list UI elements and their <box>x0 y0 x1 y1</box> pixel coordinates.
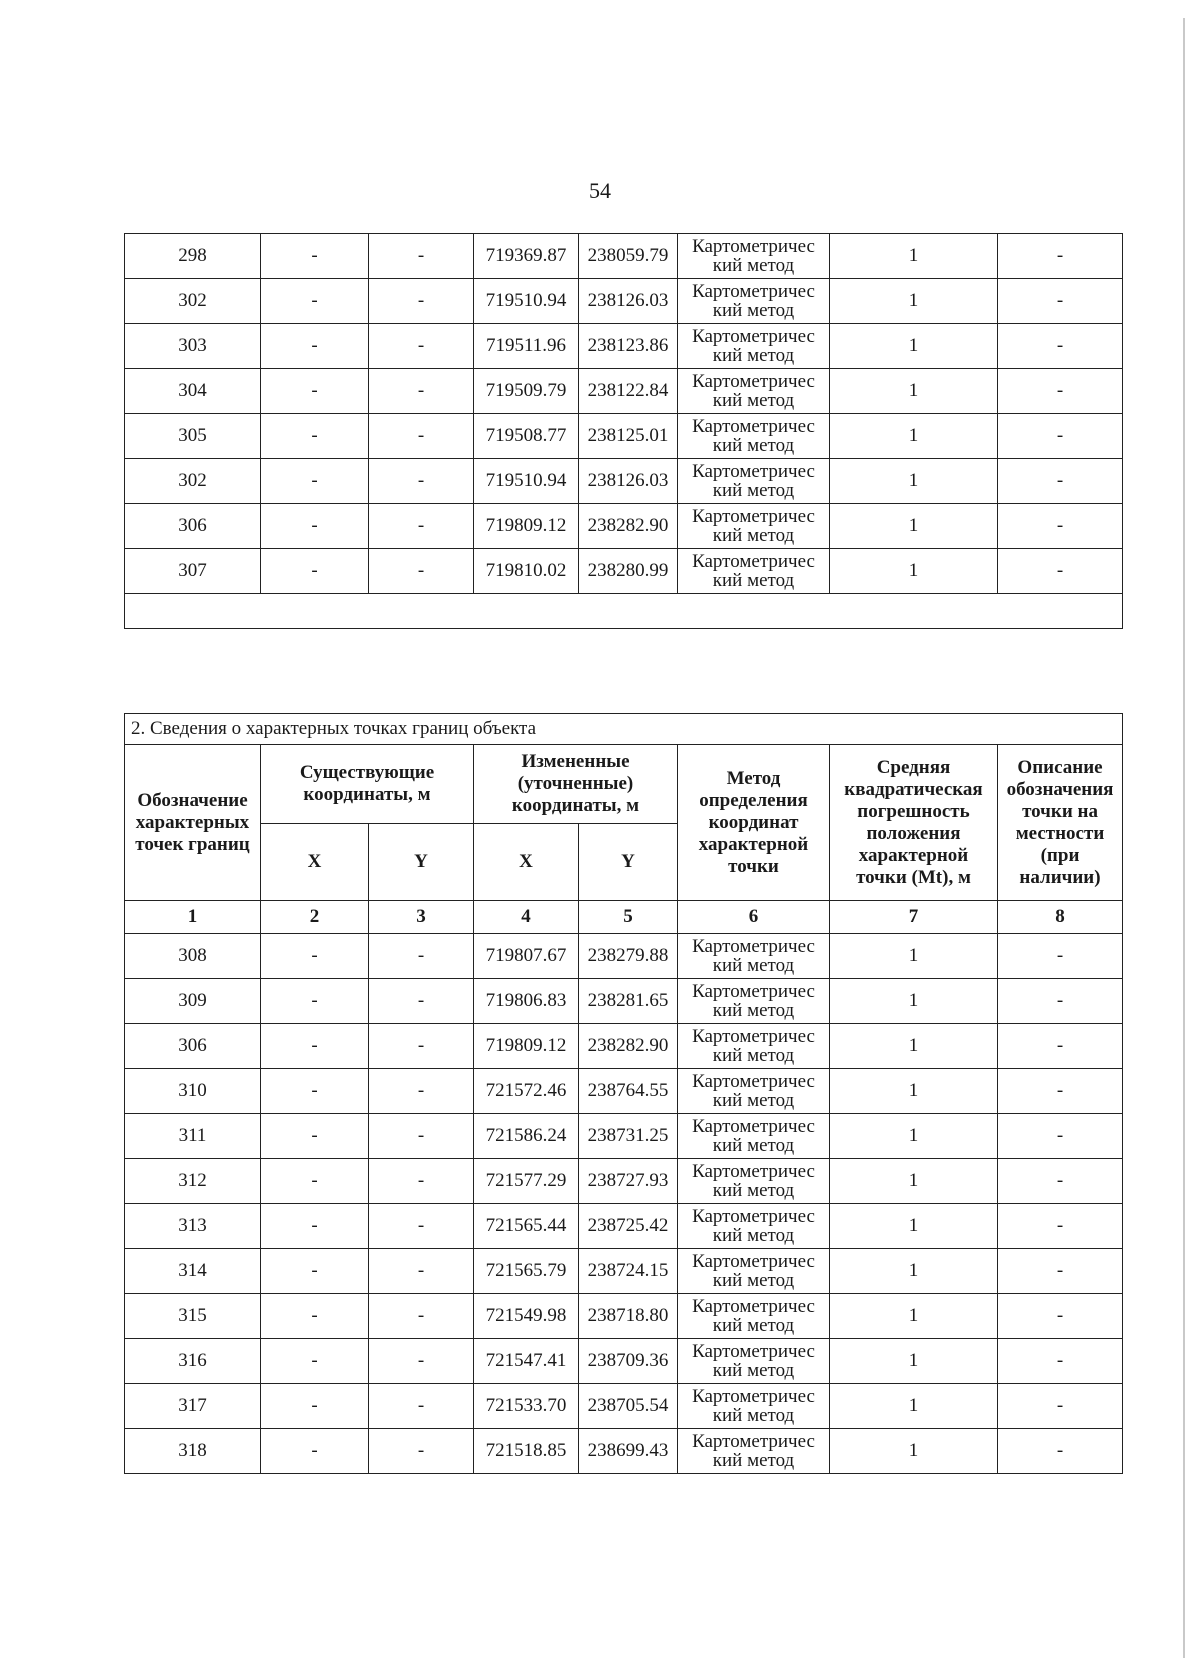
existing-x-cell: - <box>261 369 369 414</box>
description-cell: - <box>998 1339 1123 1384</box>
existing-x-cell: - <box>261 414 369 459</box>
method-line: Картометричес <box>692 551 815 572</box>
method-line: Картометричес <box>692 1251 815 1272</box>
method-line: кий метод <box>712 1270 795 1291</box>
method-cell <box>678 1249 830 1294</box>
y-cell: 238279.88 <box>579 934 678 979</box>
existing-x-cell: - <box>261 1069 369 1114</box>
existing-x-cell: - <box>261 1429 369 1474</box>
existing-y-cell: - <box>369 459 474 504</box>
existing-x-cell: - <box>261 1384 369 1429</box>
y-cell: 238126.03 <box>579 279 678 324</box>
description-cell: - <box>998 414 1123 459</box>
existing-y-cell: - <box>369 369 474 414</box>
method-line: Картометричес <box>692 1386 815 1407</box>
page-edge-shadow <box>1183 18 1185 1658</box>
existing-y-cell: - <box>369 1384 474 1429</box>
mt-cell: 1 <box>830 459 998 504</box>
description-cell: - <box>998 1249 1123 1294</box>
point-cell: 303 <box>125 324 261 369</box>
column-number: 8 <box>998 901 1123 934</box>
description-cell: - <box>998 979 1123 1024</box>
boundary-points-table <box>124 713 1123 1474</box>
method-cell <box>678 234 830 279</box>
existing-y-cell: - <box>369 1159 474 1204</box>
x-cell: 721572.46 <box>474 1069 579 1114</box>
point-cell: 307 <box>125 549 261 594</box>
mt-cell: 1 <box>830 1069 998 1114</box>
point-cell: 318 <box>125 1429 261 1474</box>
mt-cell: 1 <box>830 549 998 594</box>
column-number-row <box>125 901 1123 934</box>
description-cell: - <box>998 504 1123 549</box>
y-cell: 238125.01 <box>579 414 678 459</box>
mt-cell: 1 <box>830 979 998 1024</box>
y-cell: 238718.80 <box>579 1294 678 1339</box>
method-line: Картометричес <box>692 1341 815 1362</box>
method-cell <box>678 1339 830 1384</box>
existing-x-cell: - <box>261 1294 369 1339</box>
blank-row <box>125 594 1123 629</box>
existing-y-cell: - <box>369 1114 474 1159</box>
description-cell: - <box>998 279 1123 324</box>
point-cell: 310 <box>125 1069 261 1114</box>
table-row <box>125 279 1123 324</box>
table-row <box>125 324 1123 369</box>
existing-x-cell: - <box>261 934 369 979</box>
page-number: 54 <box>589 178 611 203</box>
header-method: Метод определения координат характерной точки <box>678 745 830 901</box>
description-cell: - <box>998 234 1123 279</box>
x-cell: 719807.67 <box>474 934 579 979</box>
existing-y-cell: - <box>369 1024 474 1069</box>
method-line: Картометричес <box>692 1071 815 1092</box>
y-cell: 238731.25 <box>579 1114 678 1159</box>
y-cell: 238699.43 <box>579 1429 678 1474</box>
description-cell: - <box>998 1159 1123 1204</box>
header-existing-y: Y <box>369 824 474 901</box>
table-row <box>125 1204 1123 1249</box>
method-line: кий метод <box>712 345 795 366</box>
table-row <box>125 234 1123 279</box>
point-cell: 314 <box>125 1249 261 1294</box>
existing-y-cell: - <box>369 1204 474 1249</box>
method-cell <box>678 979 830 1024</box>
x-cell: 719810.02 <box>474 549 579 594</box>
description-cell: - <box>998 459 1123 504</box>
method-line: кий метод <box>712 1180 795 1201</box>
column-number: 2 <box>261 901 369 934</box>
description-cell: - <box>998 1294 1123 1339</box>
table-row <box>125 934 1123 979</box>
description-cell: - <box>998 934 1123 979</box>
table-row <box>125 459 1123 504</box>
existing-x-cell: - <box>261 1249 369 1294</box>
existing-x-cell: - <box>261 1159 369 1204</box>
existing-x-cell: - <box>261 1339 369 1384</box>
description-cell: - <box>998 1114 1123 1159</box>
method-cell <box>678 324 830 369</box>
existing-y-cell: - <box>369 1249 474 1294</box>
table-row <box>125 1294 1123 1339</box>
mt-cell: 1 <box>830 504 998 549</box>
method-line: Картометричес <box>692 461 815 482</box>
method-line: Картометричес <box>692 936 815 957</box>
mt-cell: 1 <box>830 369 998 414</box>
existing-x-cell: - <box>261 1024 369 1069</box>
method-line: Картометричес <box>692 371 815 392</box>
method-line: Картометричес <box>692 981 815 1002</box>
mt-cell: 1 <box>830 1249 998 1294</box>
y-cell: 238282.90 <box>579 504 678 549</box>
x-cell: 721586.24 <box>474 1114 579 1159</box>
existing-x-cell: - <box>261 979 369 1024</box>
description-cell: - <box>998 369 1123 414</box>
header-row-1 <box>125 745 1123 824</box>
point-cell: 313 <box>125 1204 261 1249</box>
existing-y-cell: - <box>369 979 474 1024</box>
section-title: 2. Сведения о характерных точках границ объекта <box>125 714 1123 745</box>
mt-cell: 1 <box>830 1294 998 1339</box>
existing-y-cell: - <box>369 234 474 279</box>
x-cell: 719809.12 <box>474 504 579 549</box>
method-line: Картометричес <box>692 506 815 527</box>
method-line: кий метод <box>712 435 795 456</box>
method-cell <box>678 414 830 459</box>
header-error: Средняя квадратическая погрешность положения характерной точки (Mt), м <box>830 745 998 901</box>
existing-x-cell: - <box>261 504 369 549</box>
table-row <box>125 1429 1123 1474</box>
mt-cell: 1 <box>830 1429 998 1474</box>
column-number: 4 <box>474 901 579 934</box>
method-cell <box>678 1024 830 1069</box>
x-cell: 719369.87 <box>474 234 579 279</box>
x-cell: 719809.12 <box>474 1024 579 1069</box>
method-line: Картометричес <box>692 1296 815 1317</box>
y-cell: 238282.90 <box>579 1024 678 1069</box>
header-existing-coords: Существующие координаты, м <box>261 745 474 824</box>
header-description: Описание обозначения точки на местности (при наличии) <box>998 745 1123 901</box>
existing-y-cell: - <box>369 324 474 369</box>
table-row <box>125 1384 1123 1429</box>
existing-x-cell: - <box>261 549 369 594</box>
y-cell: 238122.84 <box>579 369 678 414</box>
header-changed-y: Y <box>579 824 678 901</box>
table-row <box>125 369 1123 414</box>
column-number: 3 <box>369 901 474 934</box>
description-cell: - <box>998 1024 1123 1069</box>
method-cell <box>678 1429 830 1474</box>
table-row <box>125 1069 1123 1114</box>
method-line: Картометричес <box>692 1161 815 1182</box>
y-cell: 238724.15 <box>579 1249 678 1294</box>
existing-y-cell: - <box>369 1294 474 1339</box>
point-cell: 309 <box>125 979 261 1024</box>
x-cell: 719508.77 <box>474 414 579 459</box>
header-point: Обозначение характерных точек границ <box>125 745 261 901</box>
table-row <box>125 1339 1123 1384</box>
column-number: 1 <box>125 901 261 934</box>
method-cell <box>678 369 830 414</box>
x-cell: 721549.98 <box>474 1294 579 1339</box>
column-number: 7 <box>830 901 998 934</box>
y-cell: 238280.99 <box>579 549 678 594</box>
header-changed-x: X <box>474 824 579 901</box>
table-row <box>125 549 1123 594</box>
method-line: кий метод <box>712 955 795 976</box>
method-cell <box>678 1204 830 1249</box>
existing-y-cell: - <box>369 549 474 594</box>
x-cell: 719806.83 <box>474 979 579 1024</box>
y-cell: 238764.55 <box>579 1069 678 1114</box>
column-number: 5 <box>579 901 678 934</box>
y-cell: 238059.79 <box>579 234 678 279</box>
existing-x-cell: - <box>261 1114 369 1159</box>
description-cell: - <box>998 324 1123 369</box>
x-cell: 719511.96 <box>474 324 579 369</box>
blank-cell <box>125 594 1123 629</box>
existing-y-cell: - <box>369 934 474 979</box>
point-cell: 316 <box>125 1339 261 1384</box>
mt-cell: 1 <box>830 1024 998 1069</box>
method-cell <box>678 279 830 324</box>
description-cell: - <box>998 1204 1123 1249</box>
mt-cell: 1 <box>830 279 998 324</box>
points-table-continued <box>124 233 1123 629</box>
point-cell: 302 <box>125 459 261 504</box>
method-line: кий метод <box>712 525 795 546</box>
mt-cell: 1 <box>830 934 998 979</box>
method-cell <box>678 504 830 549</box>
existing-y-cell: - <box>369 1429 474 1474</box>
x-cell: 719510.94 <box>474 459 579 504</box>
existing-y-cell: - <box>369 1339 474 1384</box>
x-cell: 721565.44 <box>474 1204 579 1249</box>
method-line: кий метод <box>712 1450 795 1471</box>
method-line: Картометричес <box>692 416 815 437</box>
method-cell <box>678 1114 830 1159</box>
method-line: Картометричес <box>692 236 815 257</box>
method-cell <box>678 1294 830 1339</box>
method-line: кий метод <box>712 390 795 411</box>
table-row <box>125 414 1123 459</box>
existing-y-cell: - <box>369 504 474 549</box>
header-changed-coords: Измененные (уточненные) координаты, м <box>474 745 678 824</box>
mt-cell: 1 <box>830 1114 998 1159</box>
table-row <box>125 1159 1123 1204</box>
table-row <box>125 504 1123 549</box>
section-title-row <box>125 714 1123 745</box>
x-cell: 719510.94 <box>474 279 579 324</box>
existing-x-cell: - <box>261 279 369 324</box>
mt-cell: 1 <box>830 1384 998 1429</box>
existing-x-cell: - <box>261 1204 369 1249</box>
x-cell: 721533.70 <box>474 1384 579 1429</box>
table-row <box>125 1024 1123 1069</box>
description-cell: - <box>998 549 1123 594</box>
mt-cell: 1 <box>830 1339 998 1384</box>
x-cell: 721565.79 <box>474 1249 579 1294</box>
y-cell: 238727.93 <box>579 1159 678 1204</box>
table-row <box>125 1249 1123 1294</box>
x-cell: 721518.85 <box>474 1429 579 1474</box>
x-cell: 719509.79 <box>474 369 579 414</box>
existing-y-cell: - <box>369 414 474 459</box>
point-cell: 315 <box>125 1294 261 1339</box>
y-cell: 238126.03 <box>579 459 678 504</box>
x-cell: 721547.41 <box>474 1339 579 1384</box>
mt-cell: 1 <box>830 414 998 459</box>
method-line: кий метод <box>712 1135 795 1156</box>
method-line: кий метод <box>712 1000 795 1021</box>
method-line: кий метод <box>712 1315 795 1336</box>
method-line: кий метод <box>712 300 795 321</box>
method-cell <box>678 549 830 594</box>
y-cell: 238123.86 <box>579 324 678 369</box>
existing-x-cell: - <box>261 234 369 279</box>
mt-cell: 1 <box>830 324 998 369</box>
method-cell <box>678 1069 830 1114</box>
mt-cell: 1 <box>830 1159 998 1204</box>
existing-y-cell: - <box>369 1069 474 1114</box>
mt-cell: 1 <box>830 1204 998 1249</box>
method-line: Картометричес <box>692 1116 815 1137</box>
description-cell: - <box>998 1069 1123 1114</box>
method-line: кий метод <box>712 1225 795 1246</box>
point-cell: 306 <box>125 504 261 549</box>
method-line: кий метод <box>712 1045 795 1066</box>
method-line: Картометричес <box>692 1206 815 1227</box>
existing-y-cell: - <box>369 279 474 324</box>
y-cell: 238709.36 <box>579 1339 678 1384</box>
point-cell: 305 <box>125 414 261 459</box>
method-line: кий метод <box>712 480 795 501</box>
method-line: кий метод <box>712 1090 795 1111</box>
method-cell <box>678 459 830 504</box>
method-line: кий метод <box>712 570 795 591</box>
point-cell: 302 <box>125 279 261 324</box>
point-cell: 317 <box>125 1384 261 1429</box>
header-existing-x: X <box>261 824 369 901</box>
method-cell <box>678 1159 830 1204</box>
method-line: кий метод <box>712 1360 795 1381</box>
method-line: Картометричес <box>692 326 815 347</box>
point-cell: 312 <box>125 1159 261 1204</box>
y-cell: 238705.54 <box>579 1384 678 1429</box>
y-cell: 238281.65 <box>579 979 678 1024</box>
point-cell: 298 <box>125 234 261 279</box>
method-line: Картометричес <box>692 281 815 302</box>
method-line: Картометричес <box>692 1431 815 1452</box>
table-row <box>125 979 1123 1024</box>
method-cell <box>678 1384 830 1429</box>
method-line: кий метод <box>712 255 795 276</box>
column-number: 6 <box>678 901 830 934</box>
point-cell: 308 <box>125 934 261 979</box>
description-cell: - <box>998 1429 1123 1474</box>
x-cell: 721577.29 <box>474 1159 579 1204</box>
existing-x-cell: - <box>261 324 369 369</box>
point-cell: 304 <box>125 369 261 414</box>
method-cell <box>678 934 830 979</box>
method-line: кий метод <box>712 1405 795 1426</box>
table-row <box>125 1114 1123 1159</box>
point-cell: 311 <box>125 1114 261 1159</box>
y-cell: 238725.42 <box>579 1204 678 1249</box>
method-line: Картометричес <box>692 1026 815 1047</box>
existing-x-cell: - <box>261 459 369 504</box>
description-cell: - <box>998 1384 1123 1429</box>
mt-cell: 1 <box>830 234 998 279</box>
point-cell: 306 <box>125 1024 261 1069</box>
